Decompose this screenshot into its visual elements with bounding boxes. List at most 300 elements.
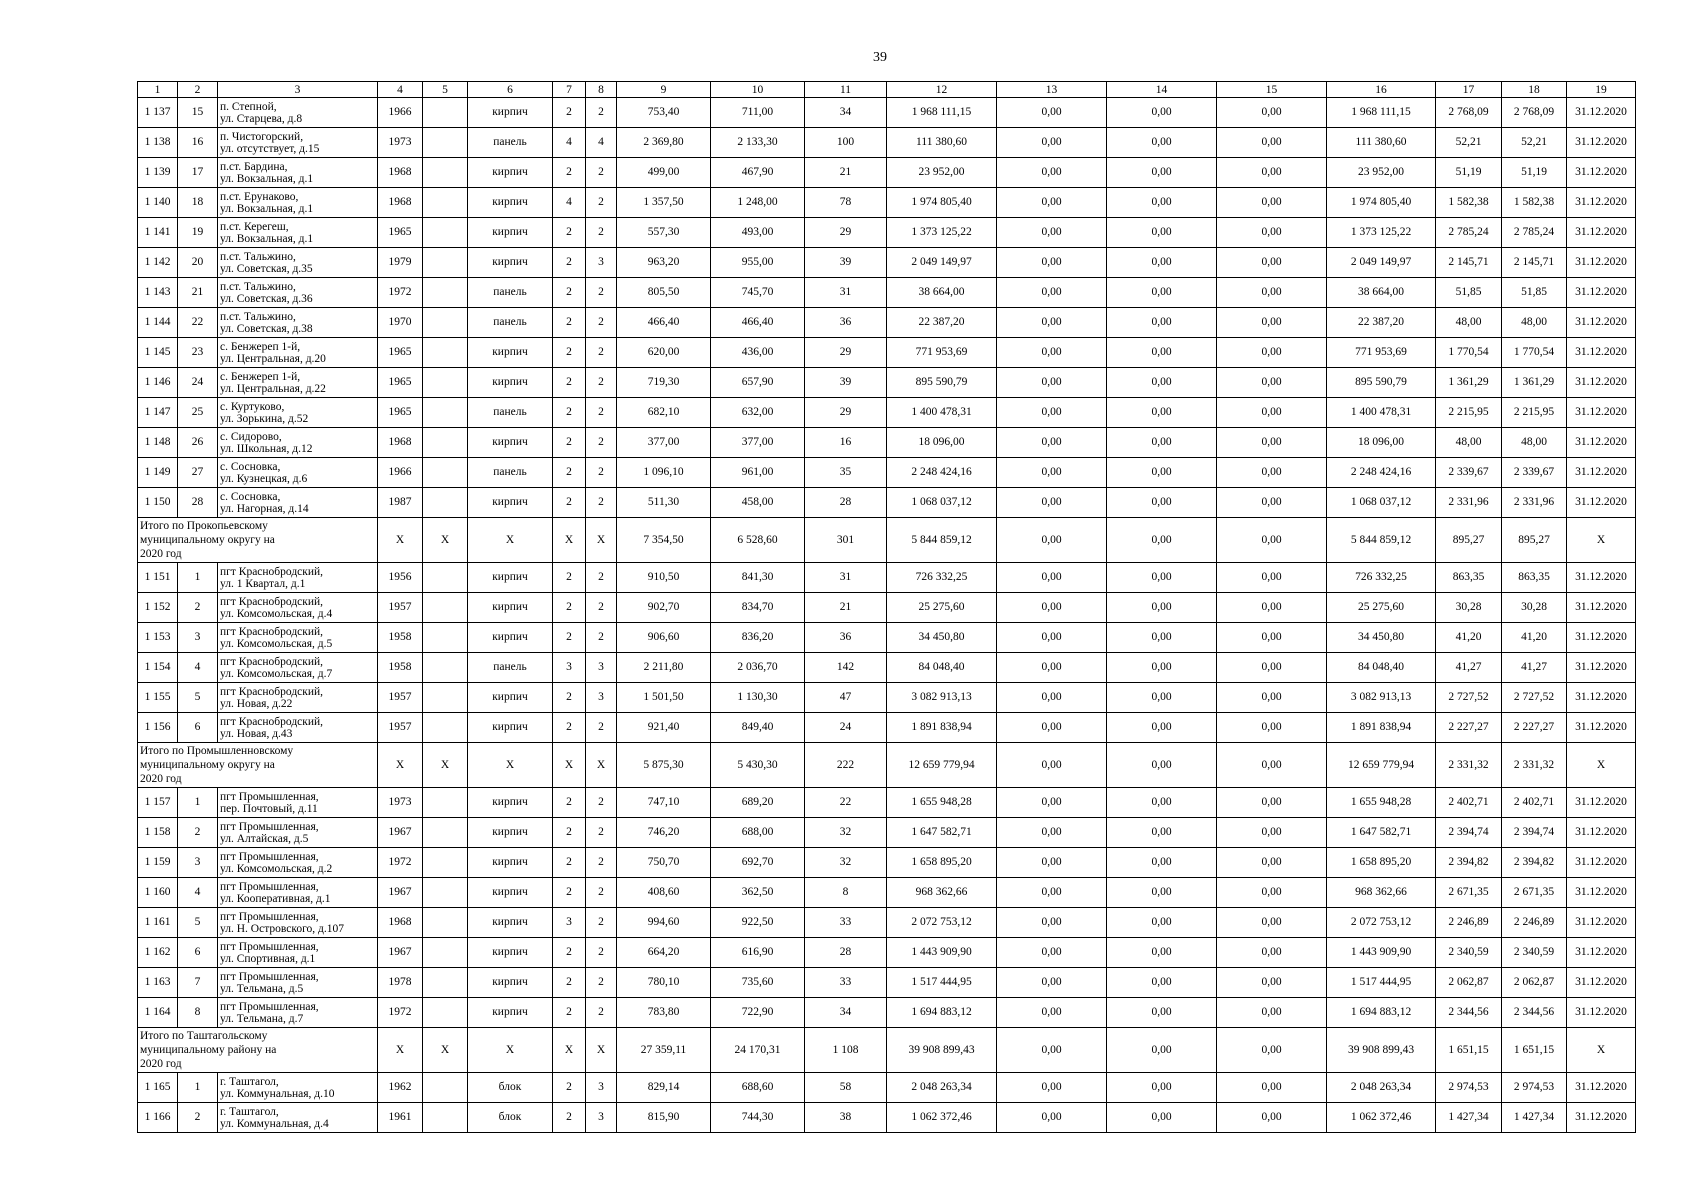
summary-row — [138, 743, 1636, 788]
cell-col-15: 0,00 — [1217, 278, 1327, 308]
column-header-3: 3 — [218, 82, 378, 98]
cell-col-12: 1 968 111,15 — [887, 98, 997, 128]
address-line: пгт Промышленная, — [220, 880, 319, 893]
cell-col-4: 1967 — [378, 818, 423, 848]
cell-col-18: 2 331,96 — [1502, 488, 1567, 518]
cell-col-2: 15 — [178, 98, 218, 128]
cell-col-17: 2 246,89 — [1436, 908, 1502, 938]
cell-col-12: 3 082 913,13 — [887, 683, 997, 713]
cell-col-2: 6 — [178, 938, 218, 968]
cell-col-14: 0,00 — [1107, 158, 1217, 188]
cell-col-15: 0,00 — [1217, 488, 1327, 518]
cell-col-10: 711,00 — [711, 98, 805, 128]
cell-col-1: 1 152 — [138, 593, 178, 623]
cell-col-2: 1 — [178, 563, 218, 593]
cell-col-2: 6 — [178, 713, 218, 743]
cell-col-1: 1 158 — [138, 818, 178, 848]
cell-col-13: 0,00 — [997, 278, 1107, 308]
cell-col-19: 31.12.2020 — [1567, 308, 1636, 338]
cell-col-19: 31.12.2020 — [1567, 338, 1636, 368]
address-line: пгт Краснобродский, — [220, 685, 324, 698]
column-header-9: 9 — [617, 82, 711, 98]
table-row — [138, 458, 1636, 488]
cell-col-7: 2 — [553, 818, 586, 848]
cell-col-17: 41,27 — [1436, 653, 1502, 683]
cell-col-6: кирпич — [468, 338, 553, 368]
address-line: п.ст. Ерунаково, — [220, 190, 299, 203]
address-line: ул. Школьная, д.12 — [220, 442, 313, 455]
header-row — [138, 82, 1636, 98]
cell-col-8: X — [586, 743, 617, 788]
cell-col-14: 0,00 — [1107, 623, 1217, 653]
cell-col-9: 5 875,30 — [617, 743, 711, 788]
cell-col-18: 2 331,32 — [1502, 743, 1567, 788]
cell-col-14: 0,00 — [1107, 878, 1217, 908]
address-line: пгт Краснобродский, — [220, 655, 324, 668]
cell-col-9: 746,20 — [617, 818, 711, 848]
cell-col-11: 301 — [805, 518, 887, 563]
cell-col-6: кирпич — [468, 98, 553, 128]
cell-col-15: 0,00 — [1217, 878, 1327, 908]
cell-col-17: 2 394,74 — [1436, 818, 1502, 848]
cell-col-12: 1 891 838,94 — [887, 713, 997, 743]
cell-col-13: 0,00 — [997, 593, 1107, 623]
cell-col-19: X — [1567, 518, 1636, 563]
address-line: ул. Тельмана, д.5 — [220, 982, 304, 995]
cell-col-5 — [423, 683, 468, 713]
cell-col-18: 2 394,74 — [1502, 818, 1567, 848]
cell-col-17: 2 785,24 — [1436, 218, 1502, 248]
cell-col-14: 0,00 — [1107, 128, 1217, 158]
cell-col-1: 1 162 — [138, 938, 178, 968]
summary-label-line: Итого по Прокопьевскому — [140, 520, 268, 532]
cell-col-5 — [423, 398, 468, 428]
column-header-10: 10 — [711, 82, 805, 98]
cell-col-5 — [423, 278, 468, 308]
cell-col-16: 23 952,00 — [1327, 158, 1436, 188]
cell-col-7: 2 — [553, 308, 586, 338]
cell-col-6: блок — [468, 1073, 553, 1103]
cell-col-19: 31.12.2020 — [1567, 218, 1636, 248]
cell-col-9: 921,40 — [617, 713, 711, 743]
cell-col-15: 0,00 — [1217, 128, 1327, 158]
cell-col-9: 2 211,80 — [617, 653, 711, 683]
cell-col-15: 0,00 — [1217, 788, 1327, 818]
summary-label-line: 2020 год — [140, 773, 182, 785]
cell-col-19: 31.12.2020 — [1567, 248, 1636, 278]
cell-col-19: 31.12.2020 — [1567, 593, 1636, 623]
table-row — [138, 968, 1636, 998]
cell-col-2: 23 — [178, 338, 218, 368]
cell-col-13: 0,00 — [997, 563, 1107, 593]
address-line: ул. Советская, д.35 — [220, 262, 313, 275]
cell-col-12: 12 659 779,94 — [887, 743, 997, 788]
cell-col-16: 1 373 125,22 — [1327, 218, 1436, 248]
address-line: п. Чистогорский, — [220, 130, 304, 143]
cell-col-9: 1 357,50 — [617, 188, 711, 218]
cell-col-14: 0,00 — [1107, 518, 1217, 563]
cell-col-10: 689,20 — [711, 788, 805, 818]
cell-col-17: 2 671,35 — [1436, 878, 1502, 908]
cell-col-18: 2 246,89 — [1502, 908, 1567, 938]
column-header-17: 17 — [1436, 82, 1502, 98]
cell-col-10: 466,40 — [711, 308, 805, 338]
cell-col-18: 48,00 — [1502, 308, 1567, 338]
address-line: с. Бенжереп 1-й, — [220, 340, 301, 353]
address-line: ул. 1 Квартал, д.1 — [220, 577, 306, 590]
cell-col-19: 31.12.2020 — [1567, 368, 1636, 398]
cell-col-9: 7 354,50 — [617, 518, 711, 563]
cell-col-18: 2 402,71 — [1502, 788, 1567, 818]
address-line: г. Таштагол, — [220, 1105, 279, 1118]
cell-col-8: 3 — [586, 1103, 617, 1133]
cell-col-11: 16 — [805, 428, 887, 458]
table-row — [138, 128, 1636, 158]
cell-col-17: 1 361,29 — [1436, 368, 1502, 398]
cell-col-9: 557,30 — [617, 218, 711, 248]
cell-col-6: панель — [468, 653, 553, 683]
cell-col-16: 2 248 424,16 — [1327, 458, 1436, 488]
cell-col-16: 18 096,00 — [1327, 428, 1436, 458]
cell-col-4: 1968 — [378, 188, 423, 218]
cell-col-19: 31.12.2020 — [1567, 848, 1636, 878]
cell-col-18: 2 227,27 — [1502, 713, 1567, 743]
cell-col-19: X — [1567, 1028, 1636, 1073]
cell-col-16: 1 517 444,95 — [1327, 968, 1436, 998]
cell-col-19: 31.12.2020 — [1567, 128, 1636, 158]
address-line: п.ст. Тальжино, — [220, 250, 296, 263]
cell-col-5 — [423, 713, 468, 743]
cell-col-16: 1 443 909,90 — [1327, 938, 1436, 968]
cell-col-19: 31.12.2020 — [1567, 818, 1636, 848]
cell-col-9: 511,30 — [617, 488, 711, 518]
cell-col-10: 922,50 — [711, 908, 805, 938]
cell-col-12: 1 658 895,20 — [887, 848, 997, 878]
cell-col-10: 5 430,30 — [711, 743, 805, 788]
cell-col-6: кирпич — [468, 248, 553, 278]
cell-col-19: 31.12.2020 — [1567, 158, 1636, 188]
cell-col-16: 895 590,79 — [1327, 368, 1436, 398]
cell-col-15: 0,00 — [1217, 248, 1327, 278]
address-cell — [218, 368, 378, 398]
cell-col-4: 1972 — [378, 998, 423, 1028]
cell-col-4: 1968 — [378, 908, 423, 938]
cell-col-5 — [423, 818, 468, 848]
cell-col-6: кирпич — [468, 188, 553, 218]
address-line: ул. Старцева, д.8 — [220, 112, 303, 125]
cell-col-13: 0,00 — [997, 1073, 1107, 1103]
cell-col-5 — [423, 938, 468, 968]
address-line: ул. Комсомольская, д.7 — [220, 667, 333, 680]
cell-col-7: 2 — [553, 1103, 586, 1133]
table-row — [138, 563, 1636, 593]
summary-label-line: Итого по Таштагольскому — [140, 1030, 268, 1042]
cell-col-19: 31.12.2020 — [1567, 98, 1636, 128]
cell-col-1: 1 159 — [138, 848, 178, 878]
cell-col-17: 2 331,32 — [1436, 743, 1502, 788]
address-line: п.ст. Тальжино, — [220, 280, 296, 293]
cell-col-9: 805,50 — [617, 278, 711, 308]
cell-col-7: 2 — [553, 98, 586, 128]
cell-col-18: 2 727,52 — [1502, 683, 1567, 713]
table-row — [138, 623, 1636, 653]
cell-col-7: 2 — [553, 218, 586, 248]
address-line: ул. Комсомольская, д.2 — [220, 862, 333, 875]
cell-col-7: 2 — [553, 488, 586, 518]
cell-col-18: 2 145,71 — [1502, 248, 1567, 278]
cell-col-8: 4 — [586, 128, 617, 158]
column-header-19: 19 — [1567, 82, 1636, 98]
table-row — [138, 683, 1636, 713]
cell-col-19: 31.12.2020 — [1567, 623, 1636, 653]
cell-col-5 — [423, 653, 468, 683]
cell-col-11: 39 — [805, 248, 887, 278]
cell-col-19: 31.12.2020 — [1567, 938, 1636, 968]
address-cell — [218, 1073, 378, 1103]
cell-col-8: 2 — [586, 818, 617, 848]
table-row — [138, 938, 1636, 968]
cell-col-11: 36 — [805, 308, 887, 338]
address-line: пгт Промышленная, — [220, 970, 319, 983]
cell-col-7: 2 — [553, 998, 586, 1028]
cell-col-4: X — [378, 1028, 423, 1073]
column-header-12: 12 — [887, 82, 997, 98]
cell-col-11: 34 — [805, 98, 887, 128]
cell-col-15: 0,00 — [1217, 653, 1327, 683]
cell-col-10: 722,90 — [711, 998, 805, 1028]
address-line: ул. Вокзальная, д.1 — [220, 232, 314, 245]
cell-col-11: 100 — [805, 128, 887, 158]
address-line: ул. Новая, д.43 — [220, 727, 293, 740]
cell-col-16: 5 844 859,12 — [1327, 518, 1436, 563]
cell-col-15: 0,00 — [1217, 158, 1327, 188]
cell-col-7: 2 — [553, 248, 586, 278]
cell-col-13: 0,00 — [997, 713, 1107, 743]
address-line: ул. Советская, д.36 — [220, 292, 313, 305]
cell-col-11: 47 — [805, 683, 887, 713]
address-cell — [218, 218, 378, 248]
cell-col-19: 31.12.2020 — [1567, 428, 1636, 458]
cell-col-16: 1 400 478,31 — [1327, 398, 1436, 428]
table-row — [138, 278, 1636, 308]
cell-col-10: 2 036,70 — [711, 653, 805, 683]
cell-col-15: 0,00 — [1217, 563, 1327, 593]
cell-col-18: 2 062,87 — [1502, 968, 1567, 998]
cell-col-2: 24 — [178, 368, 218, 398]
cell-col-5 — [423, 488, 468, 518]
cell-col-8: 2 — [586, 98, 617, 128]
cell-col-14: 0,00 — [1107, 398, 1217, 428]
table-row — [138, 248, 1636, 278]
cell-col-17: 2 344,56 — [1436, 998, 1502, 1028]
cell-col-10: 849,40 — [711, 713, 805, 743]
address-line: ул. Зорькина, д.52 — [220, 412, 309, 425]
cell-col-13: 0,00 — [997, 308, 1107, 338]
cell-col-18: 51,85 — [1502, 278, 1567, 308]
cell-col-18: 41,20 — [1502, 623, 1567, 653]
cell-col-9: 963,20 — [617, 248, 711, 278]
page-number: 39 — [873, 50, 887, 65]
address-cell — [218, 158, 378, 188]
address-cell — [218, 788, 378, 818]
cell-col-4: 1958 — [378, 623, 423, 653]
cell-col-5 — [423, 1073, 468, 1103]
address-cell — [218, 593, 378, 623]
cell-col-16: 1 062 372,46 — [1327, 1103, 1436, 1133]
column-header-13: 13 — [997, 82, 1107, 98]
cell-col-19: 31.12.2020 — [1567, 488, 1636, 518]
cell-col-18: 1 770,54 — [1502, 338, 1567, 368]
cell-col-11: 34 — [805, 998, 887, 1028]
cell-col-1: 1 145 — [138, 338, 178, 368]
cell-col-14: 0,00 — [1107, 338, 1217, 368]
cell-col-7: 2 — [553, 1073, 586, 1103]
cell-col-4: 1966 — [378, 458, 423, 488]
cell-col-15: 0,00 — [1217, 518, 1327, 563]
cell-col-18: 2 394,82 — [1502, 848, 1567, 878]
cell-col-10: 834,70 — [711, 593, 805, 623]
cell-col-2: 5 — [178, 908, 218, 938]
cell-col-5 — [423, 428, 468, 458]
address-cell — [218, 308, 378, 338]
address-line: ул. Коммунальная, д.4 — [220, 1117, 329, 1130]
cell-col-7: 3 — [553, 908, 586, 938]
table-row — [138, 593, 1636, 623]
cell-col-7: 2 — [553, 428, 586, 458]
cell-col-1: 1 164 — [138, 998, 178, 1028]
cell-col-12: 1 443 909,90 — [887, 938, 997, 968]
table-row — [138, 218, 1636, 248]
cell-col-13: 0,00 — [997, 878, 1107, 908]
cell-col-19: 31.12.2020 — [1567, 1073, 1636, 1103]
cell-col-18: 2 974,53 — [1502, 1073, 1567, 1103]
address-line: ул. Алтайская, д.5 — [220, 832, 309, 845]
cell-col-14: 0,00 — [1107, 278, 1217, 308]
cell-col-16: 34 450,80 — [1327, 623, 1436, 653]
cell-col-6: X — [468, 518, 553, 563]
cell-col-11: 58 — [805, 1073, 887, 1103]
cell-col-17: 48,00 — [1436, 308, 1502, 338]
cell-col-16: 3 082 913,13 — [1327, 683, 1436, 713]
address-cell — [218, 623, 378, 653]
cell-col-16: 1 694 883,12 — [1327, 998, 1436, 1028]
table-row — [138, 998, 1636, 1028]
cell-col-9: 682,10 — [617, 398, 711, 428]
cell-col-19: 31.12.2020 — [1567, 908, 1636, 938]
cell-col-4: 1965 — [378, 218, 423, 248]
cell-col-13: 0,00 — [997, 188, 1107, 218]
cell-col-12: 1 694 883,12 — [887, 998, 997, 1028]
cell-col-10: 24 170,31 — [711, 1028, 805, 1073]
cell-col-10: 632,00 — [711, 398, 805, 428]
cell-col-17: 2 340,59 — [1436, 938, 1502, 968]
address-cell — [218, 398, 378, 428]
table-row — [138, 98, 1636, 128]
cell-col-2: 4 — [178, 653, 218, 683]
cell-col-17: 51,19 — [1436, 158, 1502, 188]
cell-col-14: 0,00 — [1107, 713, 1217, 743]
cell-col-4: 1962 — [378, 1073, 423, 1103]
column-header-18: 18 — [1502, 82, 1567, 98]
cell-col-19: 31.12.2020 — [1567, 398, 1636, 428]
cell-col-16: 1 968 111,15 — [1327, 98, 1436, 128]
buildings-table — [137, 81, 1636, 1133]
summary-label-line: муниципальному округу на — [140, 759, 275, 771]
cell-col-7: 2 — [553, 563, 586, 593]
cell-col-8: 2 — [586, 218, 617, 248]
cell-col-10: 616,90 — [711, 938, 805, 968]
buildings-table-container — [137, 81, 1635, 1133]
cell-col-8: 2 — [586, 908, 617, 938]
address-line: ул. отсутствует, д.15 — [220, 142, 320, 155]
cell-col-10: 1 130,30 — [711, 683, 805, 713]
cell-col-12: 39 908 899,43 — [887, 1028, 997, 1073]
summary-label-line: муниципальному округу на — [140, 534, 275, 546]
table-header — [138, 82, 1636, 98]
cell-col-6: кирпич — [468, 683, 553, 713]
cell-col-16: 968 362,66 — [1327, 878, 1436, 908]
cell-col-6: кирпич — [468, 908, 553, 938]
cell-col-19: 31.12.2020 — [1567, 878, 1636, 908]
address-cell — [218, 938, 378, 968]
column-header-15: 15 — [1217, 82, 1327, 98]
cell-col-11: 28 — [805, 488, 887, 518]
cell-col-11: 38 — [805, 1103, 887, 1133]
address-line: пгт Краснобродский, — [220, 625, 324, 638]
address-cell — [218, 98, 378, 128]
cell-col-1: 1 165 — [138, 1073, 178, 1103]
cell-col-8: 2 — [586, 968, 617, 998]
cell-col-6: кирпич — [468, 158, 553, 188]
cell-col-12: 1 647 582,71 — [887, 818, 997, 848]
cell-col-13: 0,00 — [997, 458, 1107, 488]
cell-col-13: 0,00 — [997, 368, 1107, 398]
cell-col-8: 2 — [586, 563, 617, 593]
cell-col-9: 906,60 — [617, 623, 711, 653]
cell-col-7: 4 — [553, 128, 586, 158]
cell-col-12: 5 844 859,12 — [887, 518, 997, 563]
cell-col-5 — [423, 188, 468, 218]
cell-col-11: 29 — [805, 338, 887, 368]
cell-col-17: 1 427,34 — [1436, 1103, 1502, 1133]
cell-col-1: 1 161 — [138, 908, 178, 938]
cell-col-11: 32 — [805, 818, 887, 848]
cell-col-9: 902,70 — [617, 593, 711, 623]
table-row — [138, 848, 1636, 878]
address-line: ул. Центральная, д.20 — [220, 352, 326, 365]
cell-col-18: 52,21 — [1502, 128, 1567, 158]
cell-col-1: 1 166 — [138, 1103, 178, 1133]
cell-col-15: 0,00 — [1217, 848, 1327, 878]
cell-col-16: 726 332,25 — [1327, 563, 1436, 593]
cell-col-2: 2 — [178, 818, 218, 848]
cell-col-14: 0,00 — [1107, 848, 1217, 878]
cell-col-5 — [423, 878, 468, 908]
cell-col-15: 0,00 — [1217, 968, 1327, 998]
cell-col-14: 0,00 — [1107, 653, 1217, 683]
cell-col-8: 3 — [586, 653, 617, 683]
cell-col-14: 0,00 — [1107, 188, 1217, 218]
cell-col-4: 1979 — [378, 248, 423, 278]
cell-col-18: 2 785,24 — [1502, 218, 1567, 248]
cell-col-10: 841,30 — [711, 563, 805, 593]
cell-col-13: 0,00 — [997, 788, 1107, 818]
cell-col-19: 31.12.2020 — [1567, 998, 1636, 1028]
cell-col-1: 1 139 — [138, 158, 178, 188]
cell-col-5 — [423, 158, 468, 188]
cell-col-14: 0,00 — [1107, 908, 1217, 938]
address-cell — [218, 338, 378, 368]
